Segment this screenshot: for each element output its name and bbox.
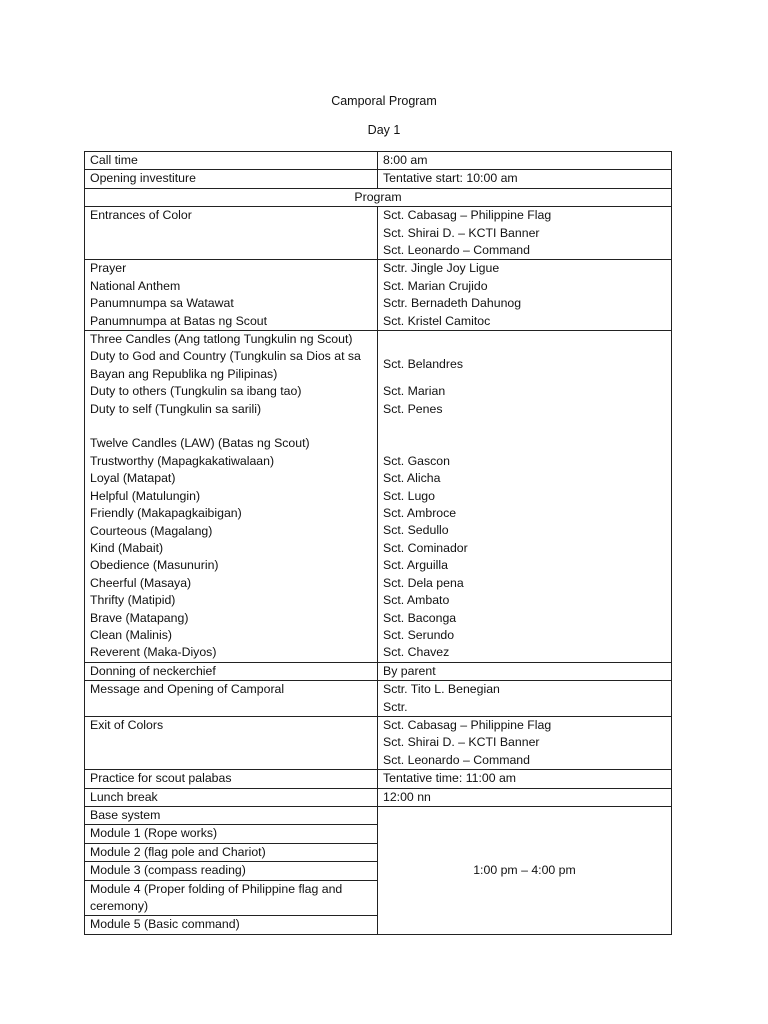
program-table	[84, 151, 672, 935]
program-header: Program	[85, 188, 672, 206]
message-people	[378, 681, 672, 717]
table-row-exit-of-colors	[85, 716, 672, 769]
table-row-neckerchief	[85, 662, 672, 680]
table-row-candles	[85, 331, 672, 663]
exit-person: Sct. Leonardo – Command	[383, 752, 530, 767]
candle-person: Sct. Ambroce	[383, 506, 457, 521]
module-label: Module 4 (Proper folding of Philippine flag and ceremony)	[85, 880, 378, 916]
practice-label: Practice for scout palabas	[85, 770, 378, 788]
candle-person: Sct. Belandres	[383, 357, 463, 372]
rite-person: Sct. Kristel Camitoc	[383, 313, 491, 328]
candle-label: Bayan ang Republika ng Pilipinas)	[90, 366, 278, 381]
candle-person: Sct. Penes	[383, 401, 443, 416]
candle-label: Kind (Mabait)	[90, 540, 164, 555]
base-system-label: Base system	[85, 807, 378, 825]
entrances-people	[378, 207, 672, 260]
rite-label: National Anthem	[90, 278, 181, 293]
candle-label: Helpful (Matulungin)	[90, 488, 201, 503]
call-time-label: Call time	[85, 152, 378, 170]
candle-label: Reverent (Maka-Diyos)	[90, 645, 217, 660]
module-label: Module 5 (Basic command)	[85, 916, 378, 934]
candle-label: Duty to God and Country (Tungkulin sa Dios at sa	[90, 349, 361, 364]
module-label: Module 3 (compass reading)	[85, 862, 378, 880]
candle-label: Twelve Candles (LAW) (Batas ng Scout)	[90, 436, 310, 451]
candle-person: Sct. Chavez	[383, 645, 450, 660]
candles-labels	[85, 331, 378, 663]
table-row-practice	[85, 770, 672, 788]
candle-person: Sct. Baconga	[383, 610, 457, 625]
candle-spacer	[383, 418, 666, 435]
candle-person: Sct. Cominador	[383, 540, 468, 555]
opening-investiture-value: Tentative start: 10:00 am	[378, 170, 672, 188]
document-title: Camporal Program	[331, 94, 437, 108]
candle-person: Sct. Arguilla	[383, 558, 448, 573]
table-row-program-header	[85, 188, 672, 206]
candle-label: Brave (Matapang)	[90, 610, 189, 625]
neckerchief-label: Donning of neckerchief	[85, 662, 378, 680]
entrances-person: Sct. Cabasag – Philippine Flag	[383, 208, 552, 223]
candle-person: Sct. Marian	[383, 384, 446, 399]
module-label: Module 1 (Rope works)	[85, 825, 378, 843]
candles-people	[378, 331, 672, 663]
document-subtitle: Day 1	[367, 123, 401, 137]
rite-label: Prayer	[90, 261, 127, 276]
candle-label: Three Candles (Ang tatlong Tungkulin ng Scout)	[90, 332, 353, 347]
table-row-opening-rites	[85, 260, 672, 331]
candle-label: Duty to self (Tungkulin sa sarili)	[90, 401, 262, 416]
candle-spacer	[383, 331, 666, 348]
candle-label: Courteous (Magalang)	[90, 523, 213, 538]
neckerchief-value: By parent	[378, 662, 672, 680]
entrances-person: Sct. Shirai D. – KCTI Banner	[383, 225, 540, 240]
message-person: Sctr. Tito L. Benegian	[383, 682, 500, 697]
candle-label: Friendly (Makapagkaibigan)	[90, 506, 242, 521]
opening-investiture-label: Opening investiture	[85, 170, 378, 188]
candle-label: Clean (Malinis)	[90, 627, 173, 642]
candle-label: Loyal (Matapat)	[90, 471, 176, 486]
candle-person: Sct. Lugo	[383, 488, 435, 503]
candle-person: Sct. Dela pena	[383, 575, 464, 590]
entrances-person: Sct. Leonardo – Command	[383, 243, 530, 258]
exit-person: Sct. Shirai D. – KCTI Banner	[383, 735, 540, 750]
exit-person: Sct. Cabasag – Philippine Flag	[383, 717, 552, 732]
rite-label: Panumnumpa at Batas ng Scout	[90, 313, 268, 328]
exit-of-colors-label: Exit of Colors	[85, 716, 378, 769]
exit-of-colors-people	[378, 716, 672, 769]
candle-label: Thrifty (Matipid)	[90, 593, 176, 608]
entrances-label: Entrances of Color	[85, 207, 378, 260]
practice-value: Tentative time: 11:00 am	[378, 770, 672, 788]
rite-person: Sct. Marian Crujido	[383, 278, 488, 293]
table-row-opening-investiture	[85, 170, 672, 188]
message-person: Sctr.	[383, 699, 408, 714]
candle-spacer	[90, 418, 372, 435]
candle-person: Sct. Alicha	[383, 471, 441, 486]
opening-rites-people	[378, 260, 672, 331]
candle-person: Sct. Serundo	[383, 627, 455, 642]
module-label: Module 2 (flag pole and Chariot)	[85, 843, 378, 861]
table-row-base-system	[85, 807, 672, 825]
table-row-message	[85, 681, 672, 717]
call-time-value: 8:00 am	[378, 152, 672, 170]
base-system-time: 1:00 pm – 4:00 pm	[378, 807, 672, 935]
candle-person: Sct. Ambato	[383, 593, 450, 608]
candle-label: Obedience (Masunurin)	[90, 558, 219, 573]
table-row-lunch	[85, 788, 672, 806]
candle-person: Sct. Sedullo	[383, 523, 449, 538]
rite-person: Sctr. Bernadeth Dahunog	[383, 296, 522, 311]
candle-label: Duty to others (Tungkulin sa ibang tao)	[90, 384, 302, 399]
table-row-entrances	[85, 207, 672, 260]
lunch-label: Lunch break	[85, 788, 378, 806]
lunch-value: 12:00 nn	[378, 788, 672, 806]
rite-label: Panumnumpa sa Watawat	[90, 296, 234, 311]
rite-person: Sctr. Jingle Joy Ligue	[383, 261, 500, 276]
table-row-call-time	[85, 152, 672, 170]
opening-rites-labels	[85, 260, 378, 331]
candle-spacer	[383, 435, 666, 452]
message-label: Message and Opening of Camporal	[85, 681, 378, 717]
candle-label: Trustworthy (Mapagkakatiwalaan)	[90, 453, 275, 468]
candle-person: Sct. Gascon	[383, 453, 450, 468]
candle-label: Cheerful (Masaya)	[90, 575, 192, 590]
